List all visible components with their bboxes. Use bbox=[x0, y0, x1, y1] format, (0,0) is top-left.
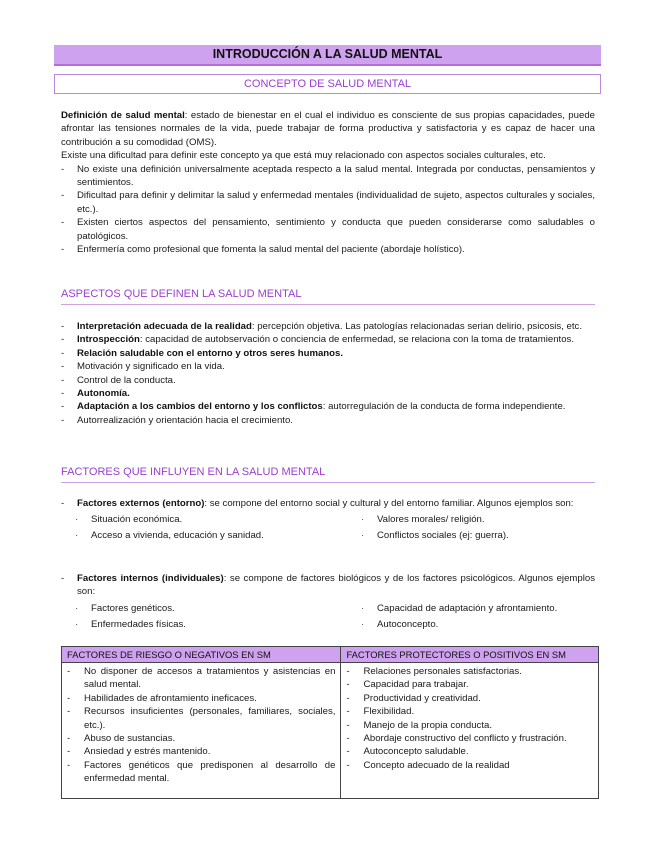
factors-heading: FACTORES QUE INFLUYEN EN LA SALUD MENTAL bbox=[61, 464, 595, 483]
difficulty-list bbox=[61, 163, 595, 257]
list-item: - No disponer de accesos a tratamientos y asistencias en salud mental. bbox=[67, 665, 335, 692]
protective-factors-cell bbox=[341, 663, 599, 799]
list-item: - Productividad y creatividad. bbox=[346, 692, 593, 705]
list-item: - Motivación y significado en la vida. bbox=[61, 360, 595, 373]
definition-text: : estado de bienestar en el cual el individuo es consciente de sus propias capacidades, puede afrontar las tensiones normales de la vida, puede trabajar de forma productiva y satisfactoria y es capaz de hacer una contribución a su comodidad (OMS). bbox=[61, 110, 595, 148]
list-item: - Ansiedad y estrés mantenido. bbox=[67, 745, 335, 758]
list-item: - Abordaje constructivo del conflicto y frustración. bbox=[346, 732, 593, 745]
example-item: · Valores morales/ religión. bbox=[347, 512, 595, 528]
list-item: - Factores genéticos que predisponen al desarrollo de enfermedad mental. bbox=[67, 759, 335, 786]
example-item: · Conflictos sociales (ej: guerra). bbox=[347, 528, 595, 544]
example-item: · Acceso a vivienda, educación y sanidad. bbox=[61, 528, 347, 544]
external-factors bbox=[61, 497, 595, 544]
list-item: - No existe una definición universalmente aceptada respecto a la salud mental. Integrada por conductas, pensamientos y sentimientos. bbox=[61, 163, 595, 190]
list-item: - Autonomía. bbox=[61, 387, 595, 400]
risk-factors-cell bbox=[62, 663, 341, 799]
page-title: INTRODUCCIÓN A LA SALUD MENTAL bbox=[54, 45, 601, 66]
external-examples bbox=[61, 512, 595, 544]
list-item: - Factores internos (individuales): se compone de factores biológicos y de los factores psicológicos. Algunos ejemplos son: bbox=[61, 572, 595, 599]
example-item: · Factores genéticos. bbox=[61, 601, 347, 617]
list-item: - Autoconcepto saludable. bbox=[346, 745, 593, 758]
risk-factors-header: FACTORES DE RIESGO O NEGATIVOS EN SM bbox=[62, 647, 341, 663]
internal-examples bbox=[61, 601, 595, 633]
risk-factors-list bbox=[67, 665, 335, 786]
list-item: - Relaciones personales satisfactorias. bbox=[346, 665, 593, 678]
example-item: · Enfermedades físicas. bbox=[61, 617, 347, 633]
list-item: - Autorrealización y orientación hacia el crecimiento. bbox=[61, 414, 595, 427]
example-item: · Autoconcepto. bbox=[347, 617, 595, 633]
aspects-list bbox=[61, 320, 595, 427]
list-item: - Factores externos (entorno): se compone del entorno social y cultural y del entorno familiar. Algunos ejemplos son: bbox=[61, 497, 595, 510]
list-item: - Existen ciertos aspectos del pensamiento, sentimiento y conducta que pueden considerarse como saludables o patológicos. bbox=[61, 216, 595, 243]
external-factors-term: Factores externos (entorno) bbox=[77, 498, 205, 509]
list-item: - Manejo de la propia conducta. bbox=[346, 719, 593, 732]
difficulty-intro: Existe una dificultad para definir este concepto ya que está muy relacionado con aspectos sociales culturales, etc. bbox=[61, 150, 546, 162]
concept-section bbox=[61, 109, 595, 256]
list-item: - Dificultad para definir y delimitar la salud y enfermedad mentales (individualidad de sujeto, aspectos culturales y sociales, etc.). bbox=[61, 189, 595, 216]
protective-factors-header: FACTORES PROTECTORES O POSITIVOS EN SM bbox=[341, 647, 599, 663]
list-item: - Concepto adecuado de la realidad bbox=[346, 759, 593, 772]
list-item: - Control de la conducta. bbox=[61, 374, 595, 387]
list-item: - Recursos insuficientes (personales, familiares, sociales, etc.). bbox=[67, 705, 335, 732]
example-item: · Situación económica. bbox=[61, 512, 347, 528]
internal-factors-term: Factores internos (individuales) bbox=[77, 573, 224, 584]
list-item: - Relación saludable con el entorno y otros seres humanos. bbox=[61, 347, 595, 360]
list-item: - Adaptación a los cambios del entorno y los conflictos: autorregulación de la conducta de forma independiente. bbox=[61, 400, 595, 413]
definition-paragraph bbox=[61, 109, 595, 149]
protective-factors-list bbox=[346, 665, 593, 772]
section-title-concept: CONCEPTO DE SALUD MENTAL bbox=[54, 74, 601, 94]
list-item: - Flexibilidad. bbox=[346, 705, 593, 718]
internal-factors bbox=[61, 572, 595, 633]
list-item: - Habilidades de afrontamiento ineficaces. bbox=[67, 692, 335, 705]
list-item: - Interpretación adecuada de la realidad: percepción objetiva. Las patologías relacionadas serian delirio, psicosis, etc. bbox=[61, 320, 595, 333]
aspects-section bbox=[61, 320, 595, 427]
list-item: - Introspección: capacidad de autobservación o conciencia de enfermedad, se relaciona con la toma de tratamientos. bbox=[61, 333, 595, 346]
example-item: · Capacidad de adaptación y afrontamiento. bbox=[347, 601, 595, 617]
list-item: - Enfermería como profesional que fomenta la salud mental del paciente (abordaje holístico). bbox=[61, 243, 595, 256]
list-item: - Abuso de sustancias. bbox=[67, 732, 335, 745]
factors-table bbox=[61, 646, 599, 799]
definition-term: Definición de salud mental bbox=[61, 110, 185, 121]
list-item: - Capacidad para trabajar. bbox=[346, 678, 593, 691]
aspects-heading: ASPECTOS QUE DEFINEN LA SALUD MENTAL bbox=[61, 286, 595, 305]
